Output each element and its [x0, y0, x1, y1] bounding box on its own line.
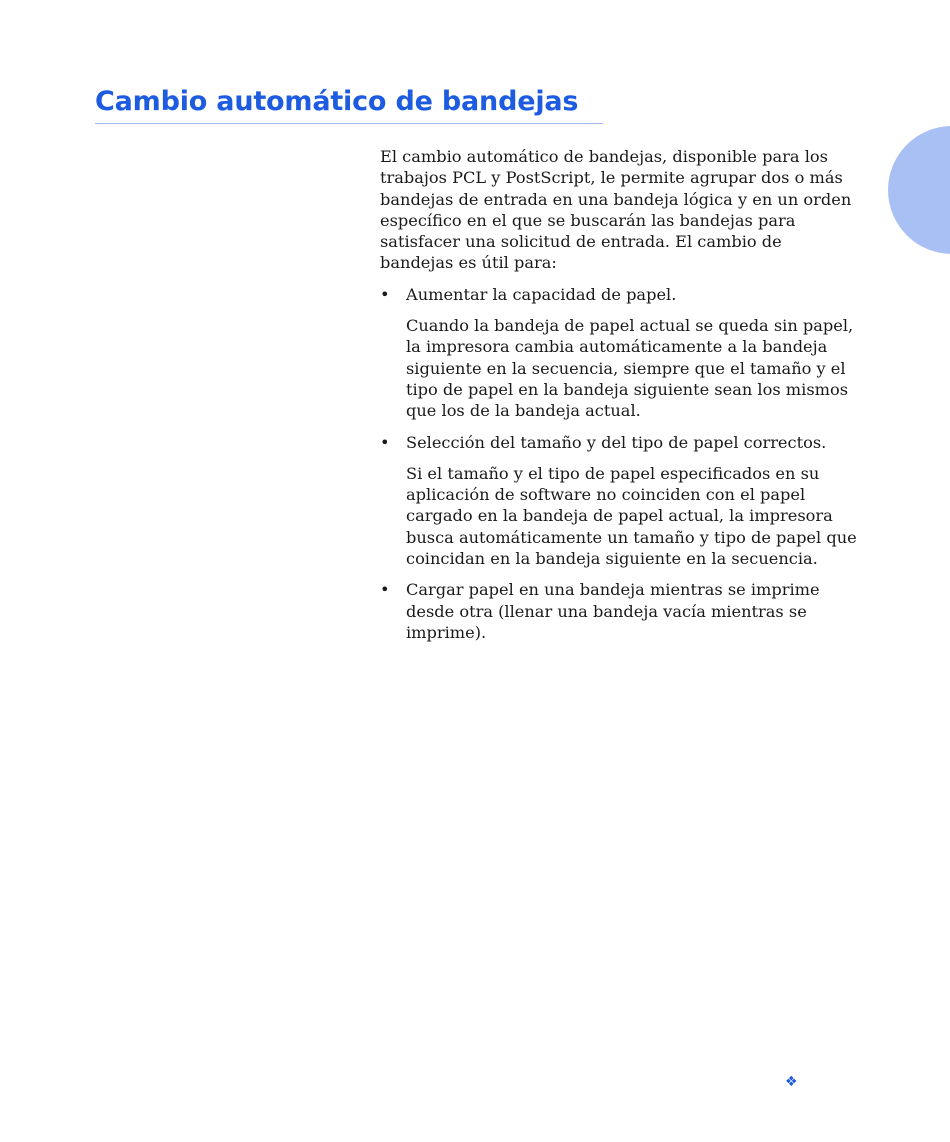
footer-diamond-icon: ❖ — [785, 1074, 798, 1090]
bullet-icon: • — [380, 580, 390, 600]
bullet-heading: Selección del tamaño y del tipo de papel correctos. — [406, 432, 827, 452]
bullet-description: Cuando la bandeja de papel actual se queda sin papel, la impresora cambia automáticamente a la bandeja siguiente en la secuencia, siempre que el tamaño y el tipo de papel en la bandeja siguiente sean los mismos que los de la bandeja actual. — [406, 316, 854, 421]
bullet-item — [380, 579, 860, 643]
section-tab-marker — [888, 126, 950, 254]
bullet-item — [380, 432, 860, 570]
page-title: Cambio automático de bandejas — [95, 86, 603, 124]
bullet-heading: Cargar papel en una bandeja mientras se imprime desde otra (llenar una bandeja vacía mientras se imprime). — [406, 580, 820, 642]
body-content — [380, 146, 860, 653]
bullet-description: Si el tamaño y el tipo de papel especificados en su aplicación de software no coinciden con el papel cargado en la bandeja de papel actual, la impresora busca automáticamente un tamaño y tipo de papel que coincidan en la bandeja siguiente en la secuencia. — [406, 463, 857, 569]
intro-paragraph: El cambio automático de bandejas, disponible para los trabajos PCL y PostScript, le permite agrupar dos o más bandejas de entrada en una bandeja lógica y en un orden específico en el que se buscarán las bandejas para satisfacer una solicitud de entrada. El cambio de bandejas es útil para: — [380, 147, 852, 273]
bullet-heading: Aumentar la capacidad de papel. — [406, 284, 677, 304]
bullet-icon: • — [380, 284, 390, 304]
bullet-item — [380, 284, 860, 422]
bullet-icon: • — [380, 432, 390, 452]
